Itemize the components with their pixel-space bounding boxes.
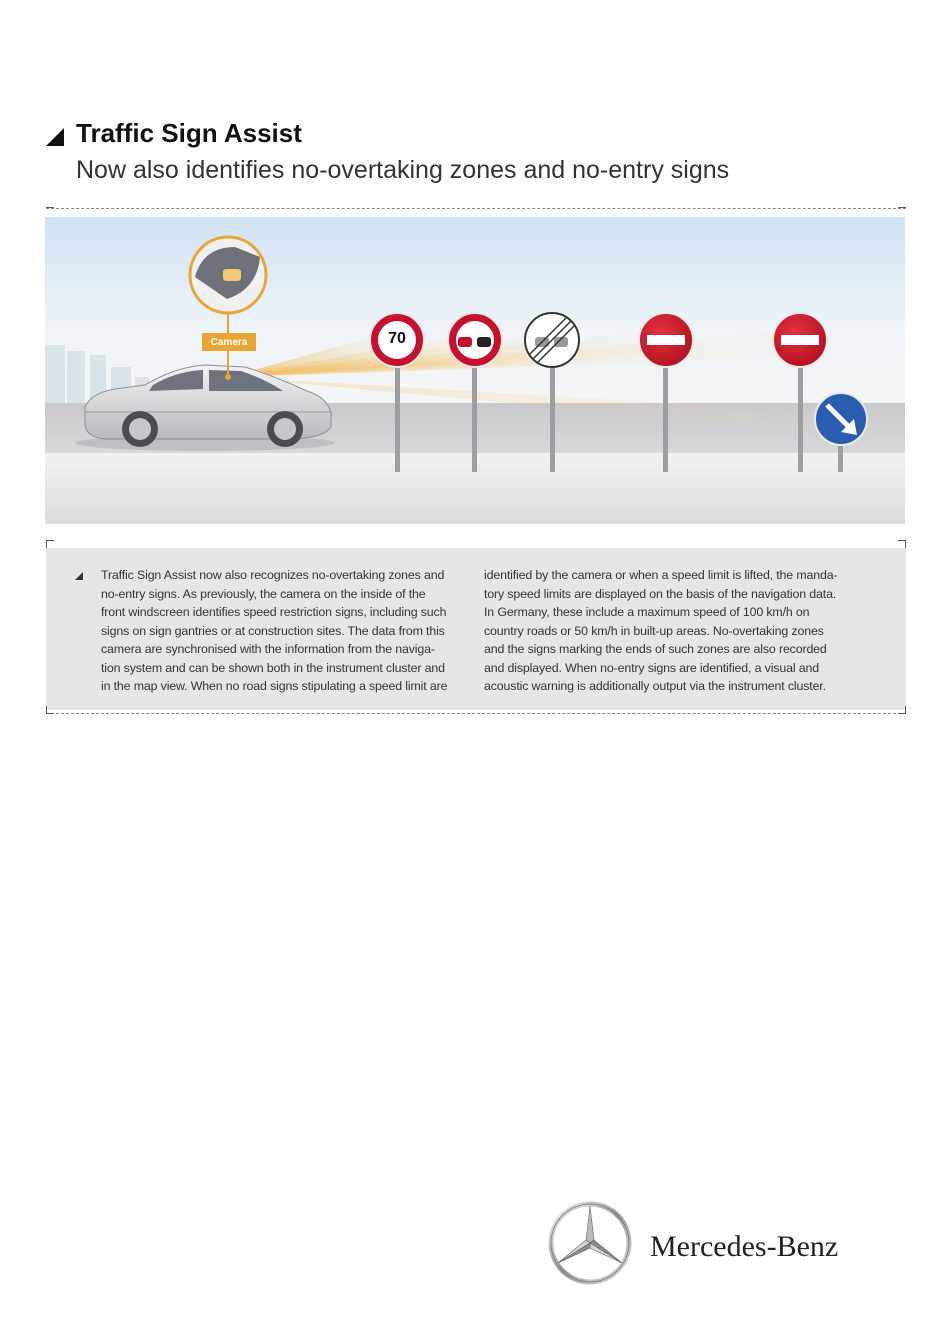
text-line: tion system and can be shown both in the instrument cluster and <box>101 660 445 675</box>
text-line: In Germany, these include a maximum speed of 100 km/h on <box>484 605 810 619</box>
text-column-1 <box>101 566 447 696</box>
page-subtitle: Now also identifies no-overtaking zones and no-entry signs <box>76 156 730 184</box>
no-overtaking-sign <box>448 313 502 367</box>
page-title: Traffic Sign Assist <box>76 118 302 148</box>
corner-mark <box>898 207 906 208</box>
text-line: acoustic warning is additionally output via the instrument cluster. <box>484 679 826 693</box>
corner-mark <box>46 706 54 714</box>
text-line: identified by the camera or when a speed limit is lifted, the manda- <box>484 568 838 582</box>
traffic-sign-illustration <box>45 217 905 524</box>
divider <box>46 208 906 209</box>
corner-mark <box>898 706 906 714</box>
text-line: no-entry signs. As previously, the camera on the inside of the <box>101 586 426 601</box>
text-line: in the map view. When no road signs stipulating a speed limit are <box>101 679 448 693</box>
end-no-overtaking-sign <box>525 313 579 367</box>
triangle-bullet-icon <box>46 128 64 146</box>
brand-logo <box>545 1198 875 1288</box>
text-line: Traffic Sign Assist now also recognizes no-overtaking zones and <box>101 568 445 582</box>
text-line: signs on sign gantries or at construction sites. The data from this <box>101 623 445 638</box>
brand-name: Mercedes-Benz <box>650 1230 839 1263</box>
text-line: and the signs marking the ends of such zones are also recorded <box>484 642 827 656</box>
textbox-top-rule <box>46 540 906 541</box>
no-entry-sign <box>639 313 693 367</box>
text-line: camera are synchronised with the information from the naviga- <box>101 642 435 656</box>
keep-right-sign <box>815 393 867 445</box>
no-entry-sign <box>773 313 827 367</box>
description-box <box>46 548 906 710</box>
text-line: front windscreen identifies speed restriction signs, including such <box>101 605 447 619</box>
divider <box>46 713 906 714</box>
speed-limit-value: 70 <box>388 330 406 347</box>
three-pointed-star-icon <box>545 1198 635 1288</box>
camera-label: Camera <box>210 337 248 348</box>
illustration-svg <box>45 217 905 524</box>
text-line: tory speed limits are displayed on the basis of the navigation data. <box>484 586 837 601</box>
text-line: and displayed. When no-entry signs are identified, a visual and <box>484 660 819 675</box>
text-column-2 <box>484 566 837 696</box>
text-line: country roads or 50 km/h in built-up areas. No-overtaking zones <box>484 623 824 638</box>
corner-mark <box>46 207 54 208</box>
triangle-bullet-icon <box>75 572 83 580</box>
